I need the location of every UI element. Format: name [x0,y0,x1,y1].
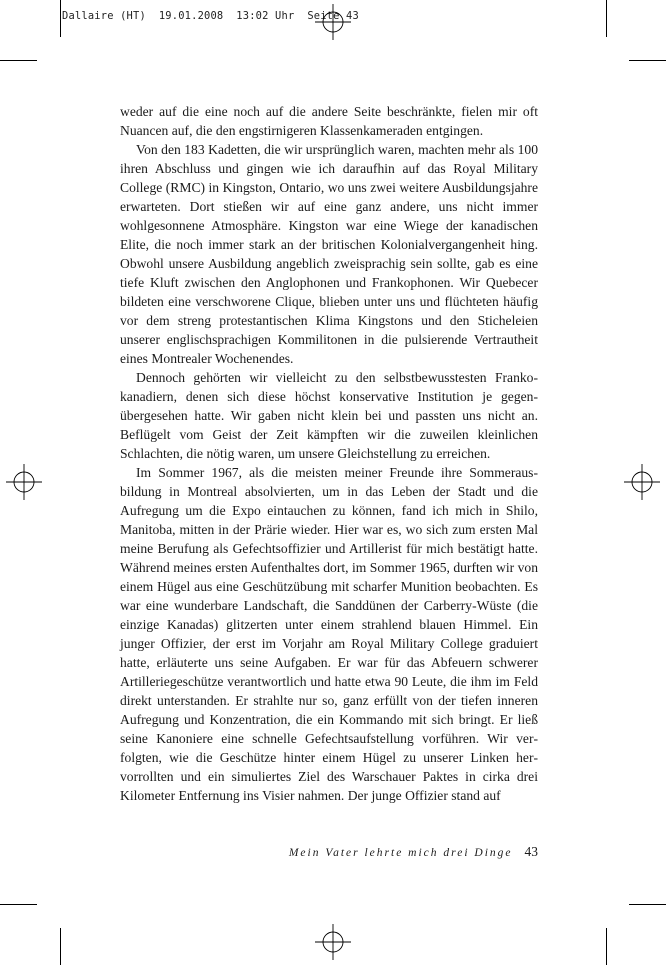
registration-mark [4,462,44,502]
registration-mark [622,462,662,502]
print-slug: Dallaire (HT) 19.01.2008 13:02 Uhr Seite 43 [62,10,359,22]
running-title: Mein Vater lehrte mich drei Dinge [288,847,513,859]
crop-mark [629,60,666,61]
crop-mark [629,904,666,905]
paragraph: Dennoch gehörten wir vielleicht zu den selbstbewusstesten Frankokanadiern, denen sich diese höchst konservative Institution je gegenübergesehen hatte. Wir gaben nicht klein bei und passten uns nicht an. Beflügelt vom Geist der Zeit kämpften wir die zuweilen kleinlichen Schlachten, die nötig waren, um unsere Gleichstellung zu erreichen. [120,370,538,461]
page-number: 43 [524,844,538,859]
registration-mark [313,922,353,962]
crop-mark [606,928,607,965]
paragraph: weder auf die eine noch auf die andere Seite beschränkte, fielen mir oft Nuancen auf, die den engstirnigeren Klassenkameraden entgingen. [120,104,538,138]
crop-mark [0,60,37,61]
paragraph: Von den 183 Kadetten, die wir ursprünglich waren, machten mehr als 100 ihren Abschluss und gingen wie ich daraufhin auf das Royal Military College (RMC) in Kingston, Ontario, wo uns zwei weitere Ausbildungsjahre erwarteten. Dort stießen wir auf eine ganz andere, uns nicht immer wohlgesonnene Atmosphäre. Kingston war eine Wiege der kanadischen Elite, die noch immer stark an der britischen Kolonialvergangenheit hing. Obwohl unsere Ausbildung angeblich zweisprachig sein sollte, gab es eine tiefe Kluft zwischen den Anglophonen und Frankophonen. Wir Quebecer bildeten eine verschworene Clique, blieben unter uns und flüchteten häufig vor dem streng protestantischen Klima Kingstons und den Sticheleien unserer englischsprachigen Kommilitonen in die pulsierende Vertrautheit eines Montrealer Wochenendes. [120,142,538,366]
paragraph: Im Sommer 1967, als die meisten meiner Freunde ihre Sommerausbildung in Montreal absolvierten, um in das Leben der Stadt und die Aufregung um die Expo eintauchen zu können, fand ich mich in Shilo, Manitoba, mitten in der Prärie wieder. Hier war es, wo sich zum ersten Mal meine Berufung als Gefechtsoffizier und Artillerist für mich bestätigt hatte. Während meines ersten Aufenthaltes dort, im Sommer 1965, durften wir von einem Hügel aus eine Geschützübung mit scharfer Munition beobachten. Es war eine wunderbare Landschaft, die Sanddünen der Carberry-Wüste (die einzige Kanadas) glitzerten unter einem strahlend blauen Himmel. Ein junger Offizier, der erst im Vorjahr am Royal Military College graduiert hatte, erläuterte uns seine Aufgaben. Er war für das Abfeuern schwerer Artilleriegeschütze verantwortlich und hatte etwa 90 Leute, die ihm im Feld direkt unterstanden. Er strahlte nur so, ganz erfüllt von der tiefen inneren Aufregung und Konzentration, die ein Kommando mit sich bringt. Er ließ seine Kanoniere eine schnelle Gefechtsaufstellung vorführen. Wir verfolgten, wie die Geschütze hinter einem Hügel zu unserer Linken hervorrollten und ein simuliertes Ziel des Warschauer Paktes in cirka drei Kilometer Entfernung ins Visier nahmen. Der junge Offizier stand auf [120,465,538,803]
crop-mark [606,0,607,37]
crop-mark [0,904,37,905]
registration-mark [313,2,353,42]
page-footer [120,843,538,861]
crop-mark [60,0,61,37]
crop-mark [60,928,61,965]
body-text [120,102,538,805]
